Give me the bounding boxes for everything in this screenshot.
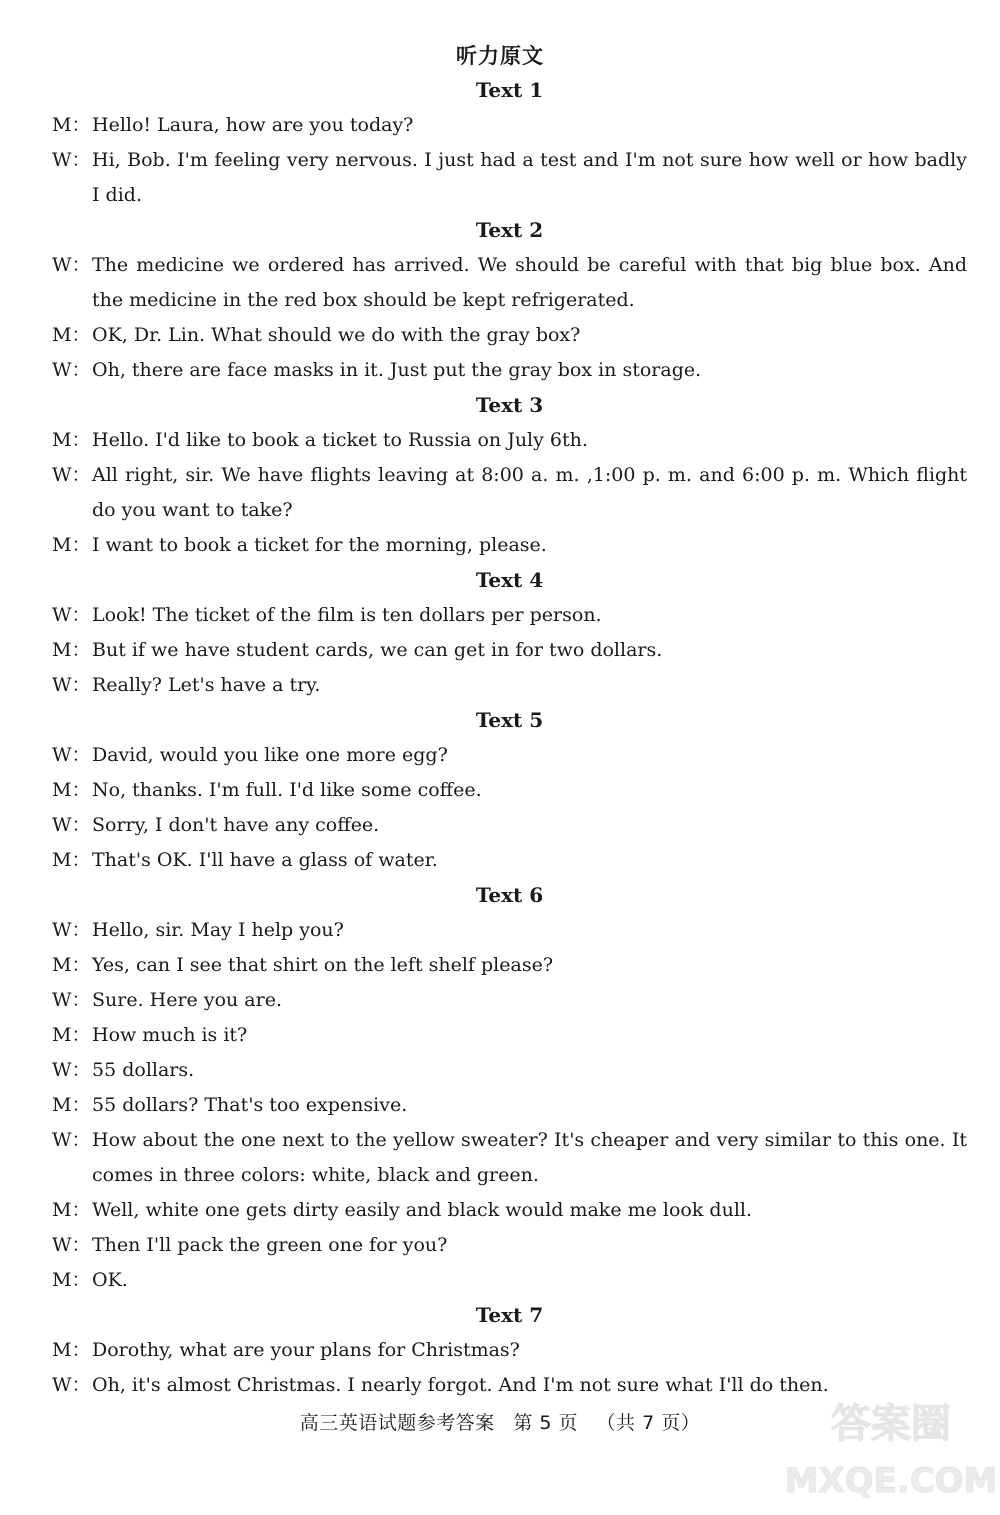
dialogue-text: 55 dollars? That's too expensive. bbox=[92, 1094, 408, 1116]
dialogue-text: Sorry, I don't have any coffee. bbox=[92, 814, 380, 836]
speaker-label: M： bbox=[52, 1024, 91, 1046]
speaker-label: W： bbox=[52, 1129, 91, 1151]
dialogue-line bbox=[52, 318, 967, 353]
dialogue-text: OK, Dr. Lin. What should we do with the gray box? bbox=[92, 324, 581, 346]
speaker-label: M： bbox=[52, 1339, 91, 1361]
dialogue-text: Sure. Here you are. bbox=[92, 989, 282, 1011]
dialogue-line bbox=[52, 143, 967, 213]
dialogue-text: That's OK. I'll have a glass of water. bbox=[92, 849, 438, 871]
speaker-label: W： bbox=[52, 149, 91, 171]
section-heading: Text 7 bbox=[475, 1303, 544, 1327]
dialogue-text: I want to book a ticket for the morning, please. bbox=[92, 534, 547, 556]
section-heading: Text 2 bbox=[475, 218, 544, 242]
speaker-label: M： bbox=[52, 639, 91, 661]
speaker-label: M： bbox=[52, 1199, 91, 1221]
dialogue-line bbox=[52, 1193, 967, 1228]
speaker-label: M： bbox=[52, 1094, 91, 1116]
dialogue-text: Really? Let's have a try. bbox=[92, 674, 321, 696]
speaker-label: M： bbox=[52, 429, 91, 451]
dialogue-line bbox=[52, 353, 967, 388]
dialogue-text: Then I'll pack the green one for you? bbox=[92, 1234, 448, 1256]
dialogue-text: The medicine we ordered has arrived. We should be careful with that big blue box. And the medicine in the red box should be kept refrigerated. bbox=[92, 254, 967, 311]
dialogue-line bbox=[52, 738, 967, 773]
dialogue-line bbox=[52, 108, 967, 143]
dialogue-line bbox=[52, 668, 967, 703]
speaker-label: W： bbox=[52, 604, 91, 626]
dialogue-text: Oh, there are face masks in it. Just put the gray box in storage. bbox=[92, 359, 702, 381]
dialogue-text: All right, sir. We have flights leaving at 8:00 a. m. ,1:00 p. m. and 6:00 p. m. Which flight do you want to take? bbox=[92, 464, 967, 521]
dialogue-line bbox=[52, 458, 967, 528]
dialogue-text: David, would you like one more egg? bbox=[92, 744, 448, 766]
watermark-logo bbox=[784, 1387, 998, 1507]
speaker-label: W： bbox=[52, 674, 91, 696]
dialogue-line bbox=[52, 1123, 967, 1193]
watermark-top-text: 答案圈 bbox=[831, 1401, 951, 1447]
dialogue-text: No, thanks. I'm full. I'd like some coffee. bbox=[92, 779, 482, 801]
dialogue-line bbox=[52, 773, 967, 808]
dialogue-text: Hello, sir. May I help you? bbox=[92, 919, 344, 941]
dialogue-line bbox=[52, 1088, 967, 1123]
section-heading: Text 4 bbox=[475, 568, 544, 592]
speaker-label: M： bbox=[52, 114, 91, 136]
dialogue-line bbox=[52, 808, 967, 843]
footer-page-number: 第 5 页 bbox=[513, 1412, 578, 1434]
dialogue-line bbox=[52, 1333, 967, 1368]
footer-doc-name: 高三英语试题参考答案 bbox=[299, 1412, 495, 1434]
dialogue-text: OK. bbox=[92, 1269, 128, 1291]
footer-total-pages: （共 7 页） bbox=[596, 1412, 701, 1434]
section-heading: Text 1 bbox=[475, 78, 544, 102]
dialogue-text: Hello. I'd like to book a ticket to Russia on July 6th. bbox=[92, 429, 588, 451]
dialogue-text: Well, white one gets dirty easily and black would make me look dull. bbox=[92, 1199, 753, 1221]
speaker-label: W： bbox=[52, 989, 91, 1011]
speaker-label: M： bbox=[52, 954, 91, 976]
speaker-label: M： bbox=[52, 1269, 91, 1291]
speaker-label: W： bbox=[52, 919, 91, 941]
dialogue-line bbox=[52, 1263, 967, 1298]
speaker-label: M： bbox=[52, 779, 91, 801]
dialogue-text: Hello! Laura, how are you today? bbox=[92, 114, 414, 136]
section-heading: Text 3 bbox=[475, 393, 544, 417]
speaker-label: M： bbox=[52, 849, 91, 871]
dialogue-line bbox=[52, 598, 967, 633]
speaker-label: M： bbox=[52, 324, 91, 346]
page-title: 听力原文 bbox=[456, 44, 544, 68]
dialogue-line bbox=[52, 248, 967, 318]
dialogue-line bbox=[52, 1228, 967, 1263]
speaker-label: W： bbox=[52, 1234, 91, 1256]
dialogue-line bbox=[52, 983, 967, 1018]
transcript-body bbox=[52, 73, 967, 1403]
dialogue-line bbox=[52, 423, 967, 458]
dialogue-text: Dorothy, what are your plans for Christmas? bbox=[92, 1339, 520, 1361]
section-heading: Text 5 bbox=[475, 708, 544, 732]
dialogue-text: Yes, can I see that shirt on the left shelf please? bbox=[92, 954, 554, 976]
dialogue-line bbox=[52, 913, 967, 948]
speaker-label: W： bbox=[52, 744, 91, 766]
speaker-label: W： bbox=[52, 814, 91, 836]
watermark-domain: MXQE.COM bbox=[784, 1461, 998, 1501]
dialogue-text: How about the one next to the yellow sweater? It's cheaper and very similar to this one. It comes in three colors: white, black and green. bbox=[92, 1129, 967, 1186]
dialogue-line bbox=[52, 1018, 967, 1053]
dialogue-line bbox=[52, 633, 967, 668]
dialogue-line bbox=[52, 843, 967, 878]
dialogue-text: Look! The ticket of the film is ten dollars per person. bbox=[92, 604, 602, 626]
speaker-label: W： bbox=[52, 359, 91, 381]
speaker-label: W： bbox=[52, 464, 91, 486]
dialogue-text: Oh, it's almost Christmas. I nearly forgot. And I'm not sure what I'll do then. bbox=[92, 1374, 829, 1396]
speaker-label: W： bbox=[52, 254, 91, 276]
speaker-label: W： bbox=[52, 1059, 91, 1081]
dialogue-text: Hi, Bob. I'm feeling very nervous. I just had a test and I'm not sure how well or how badly I did. bbox=[92, 149, 967, 206]
dialogue-line bbox=[52, 948, 967, 983]
dialogue-text: How much is it? bbox=[92, 1024, 248, 1046]
dialogue-line bbox=[52, 528, 967, 563]
dialogue-line bbox=[52, 1053, 967, 1088]
speaker-label: W： bbox=[52, 1374, 91, 1396]
section-heading: Text 6 bbox=[475, 883, 544, 907]
speaker-label: M： bbox=[52, 534, 91, 556]
dialogue-text: But if we have student cards, we can get in for two dollars. bbox=[92, 639, 663, 661]
dialogue-text: 55 dollars. bbox=[92, 1059, 195, 1081]
